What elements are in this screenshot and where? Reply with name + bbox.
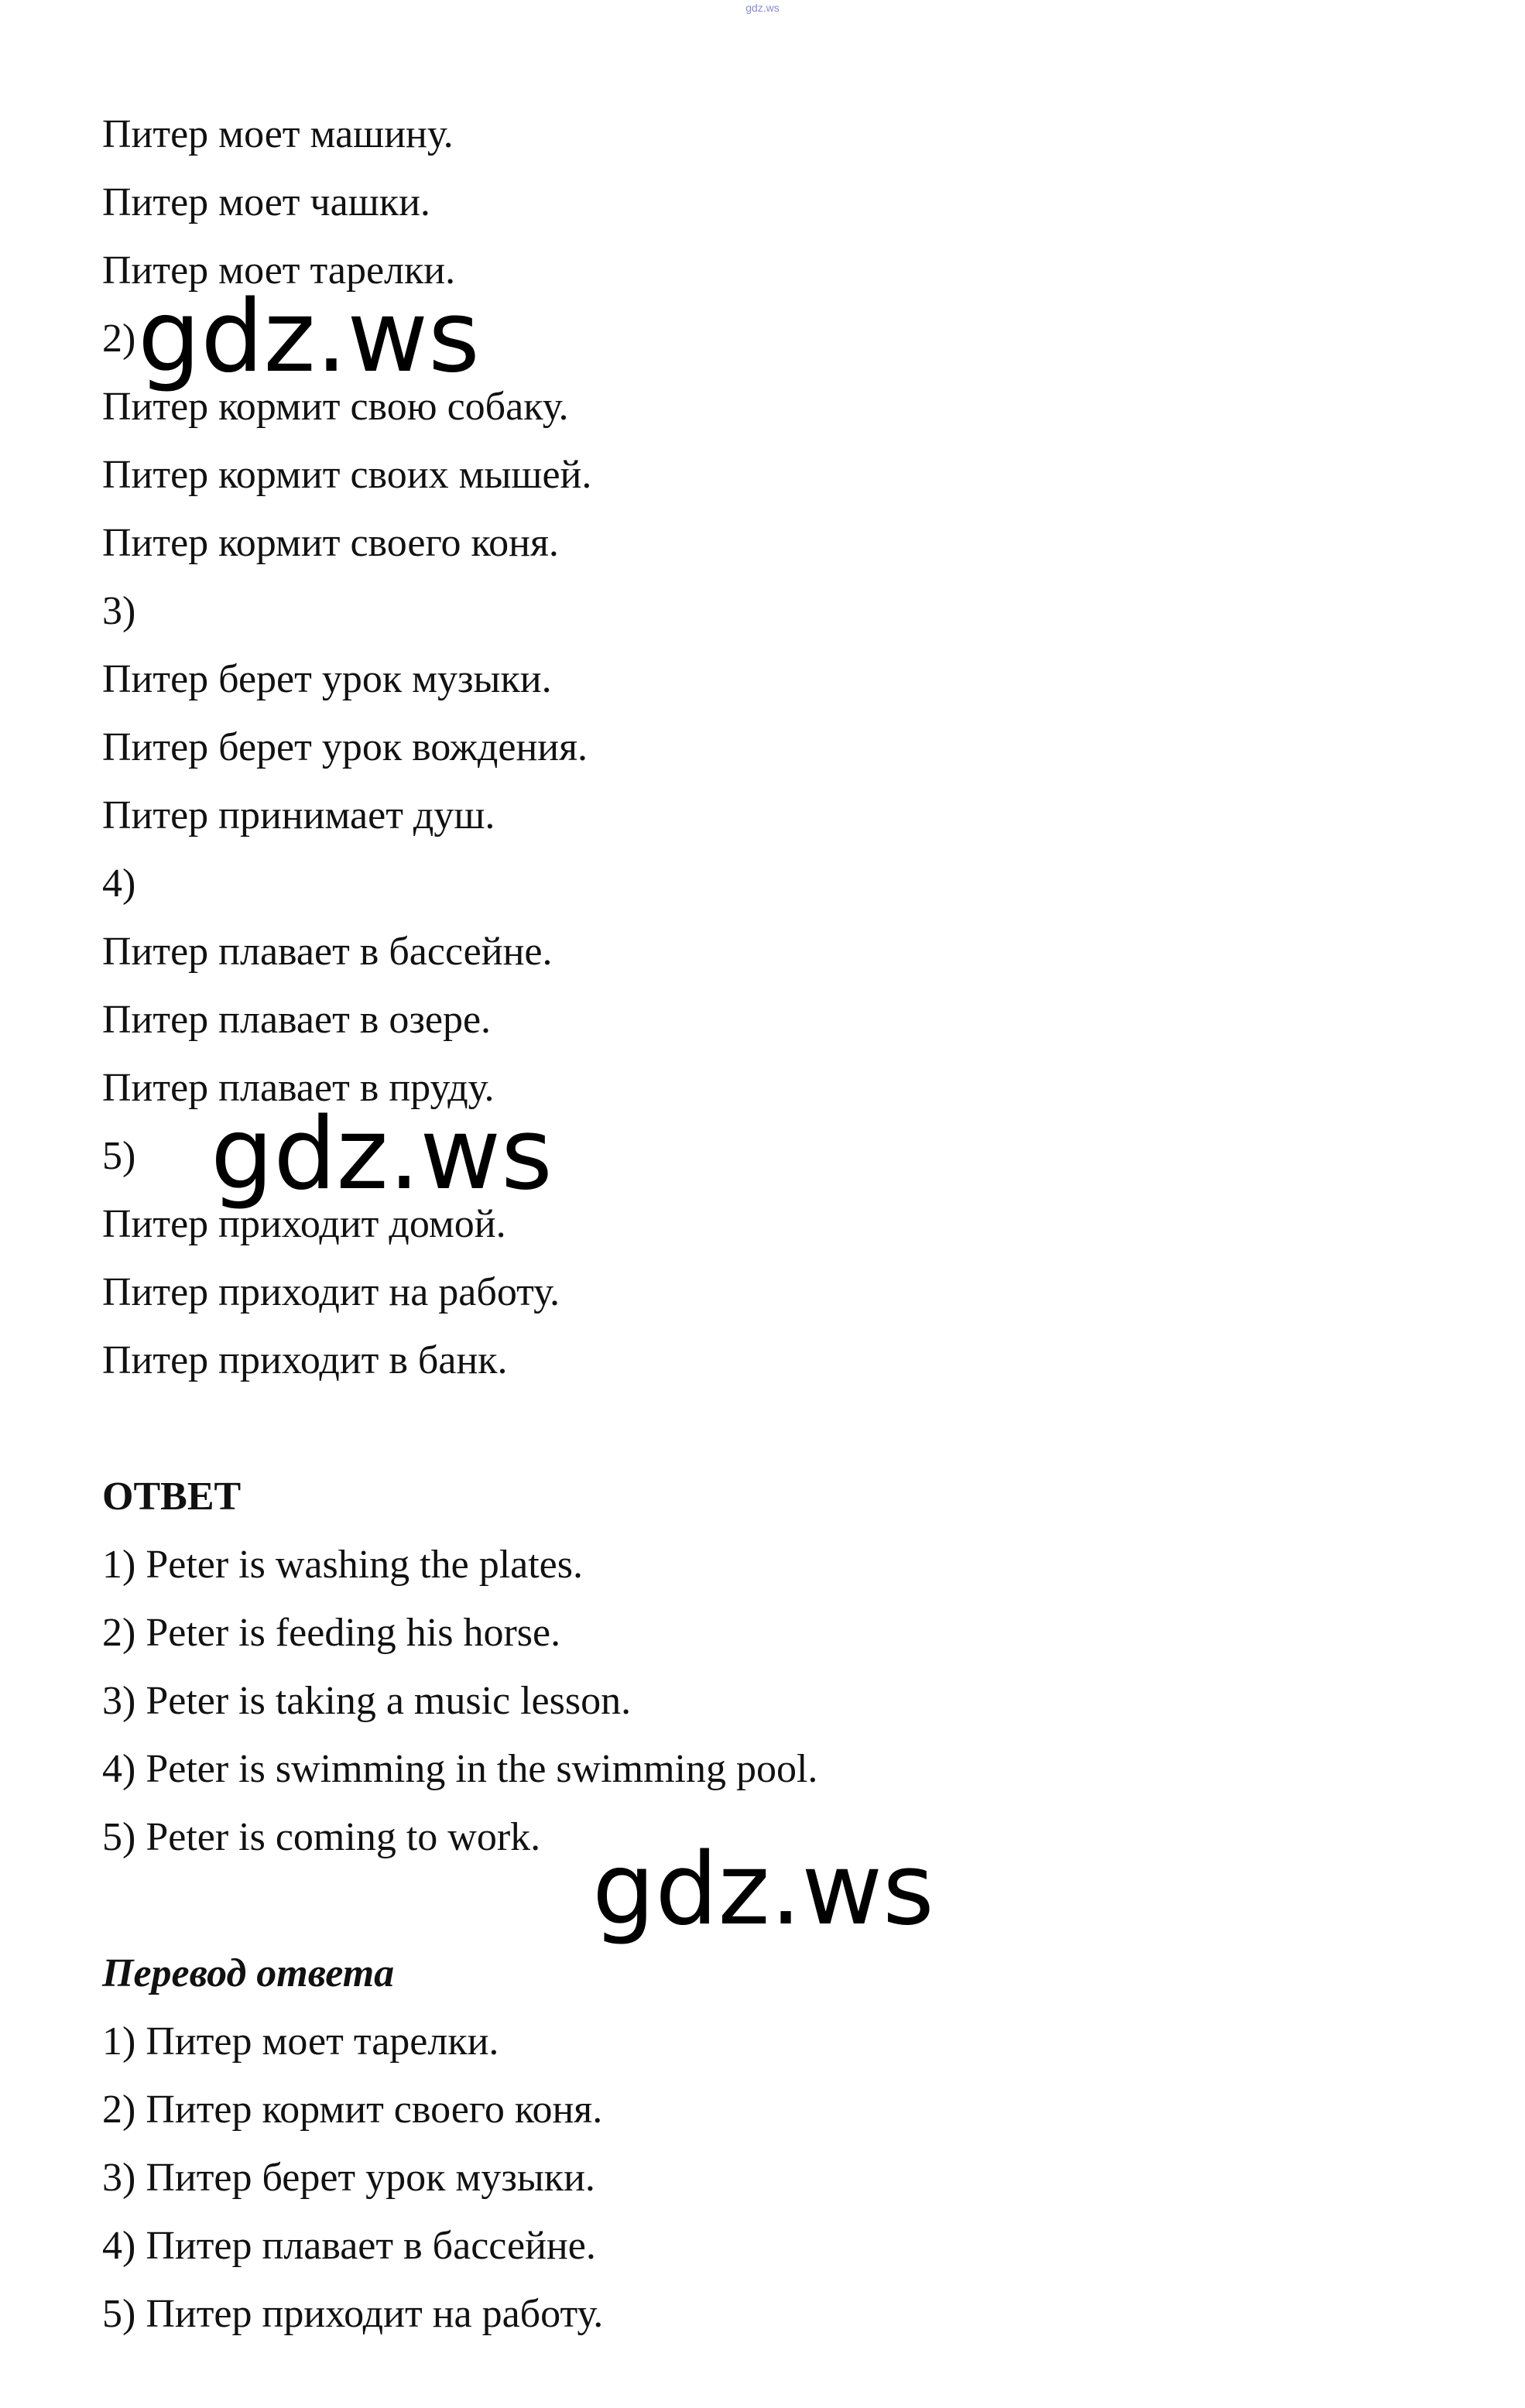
answer-heading: ОТВЕТ: [102, 1475, 242, 1519]
exercise-number: 5): [102, 1134, 136, 1178]
exercise-line: Питер берет урок музыки.: [102, 657, 552, 701]
exercise-line: Питер моет тарелки.: [102, 248, 456, 293]
answer-line: 4) Peter is swimming in the swimming pool.: [102, 1747, 818, 1791]
watermark: gdz.ws: [592, 1832, 934, 1947]
section-gap: [102, 1395, 1341, 1463]
exercise-number: 4): [102, 861, 136, 906]
answer-line: 3) Peter is taking a music lesson.: [102, 1679, 632, 1723]
translation-line: 1) Питер моет тарелки.: [102, 2019, 499, 2064]
answer-line: 5) Peter is coming to work.: [102, 1815, 541, 1859]
exercise-number: 2): [102, 317, 136, 361]
translation-line: 4) Питер плавает в бассейне.: [102, 2224, 596, 2268]
answer-line: 2) Peter is feeding his horse.: [102, 1611, 561, 1655]
exercise-line: Питер кормит свою собаку.: [102, 385, 569, 429]
translation-line: 2) Питер кормит своего коня.: [102, 2088, 603, 2132]
exercise-line: Питер приходит в банк.: [102, 1338, 508, 1382]
translation-line: 5) Питер приходит на работу.: [102, 2292, 604, 2336]
translation-line: 3) Питер берет урок музыки.: [102, 2156, 595, 2200]
exercise-line: Питер моет машину.: [102, 112, 454, 156]
exercise-line: Питер плавает в озере.: [102, 998, 492, 1042]
exercise-line: Питер моет чашки.: [102, 180, 430, 224]
exercise-line: Питер приходит домой.: [102, 1202, 506, 1246]
exercise-line: Питер принимает душ.: [102, 793, 495, 837]
exercise-line: Питер плавает в бассейне.: [102, 930, 553, 974]
exercise-line: Питер кормит своих мышей.: [102, 453, 592, 497]
document-body: [102, 101, 1341, 2348]
exercise-line: Питер кормит своего коня.: [102, 521, 559, 565]
watermark: gdz.ws: [138, 279, 480, 395]
answer-line: 1) Peter is washing the plates.: [102, 1543, 583, 1587]
exercise-line: Питер плавает в пруду.: [102, 1066, 495, 1110]
translation-heading: Перевод ответа: [102, 1951, 395, 1995]
exercise-line: Питер приходит на работу.: [102, 1270, 560, 1314]
exercise-line: Питер берет урок вождения.: [102, 725, 588, 769]
exercise-number: 3): [102, 589, 136, 633]
watermark: gdz.ws: [211, 1097, 553, 1212]
top-watermark: gdz.ws: [745, 2, 780, 14]
